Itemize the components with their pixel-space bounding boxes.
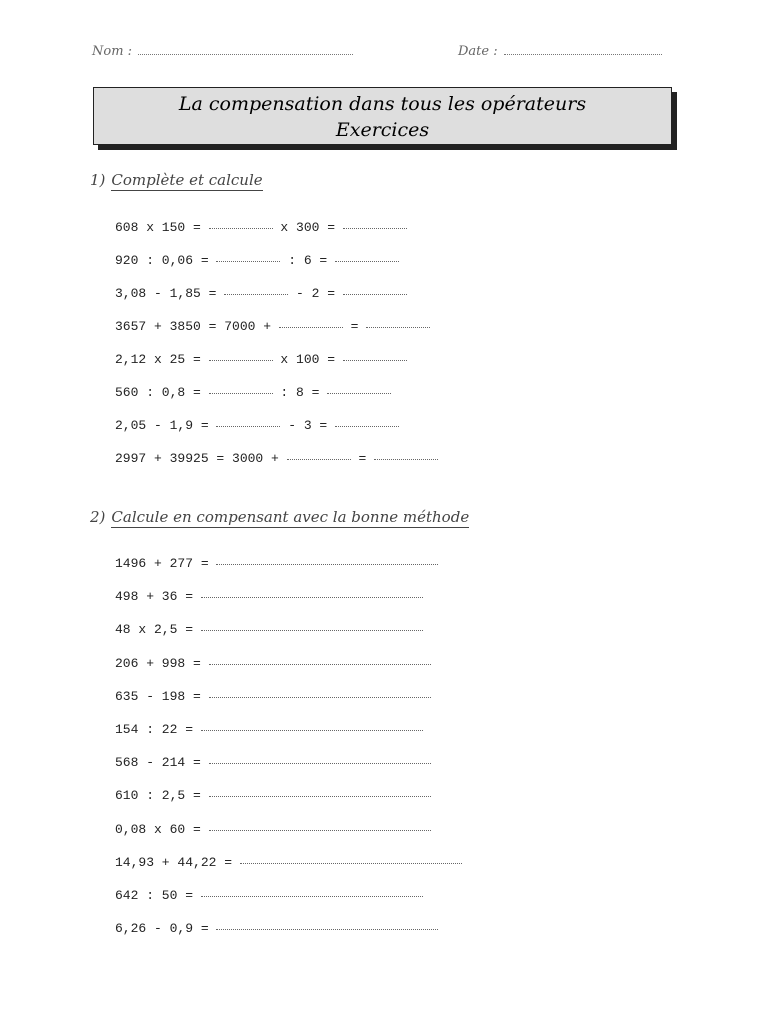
section-2-number: 2) [90, 508, 106, 526]
answer-blank[interactable] [343, 227, 407, 229]
exercise-line [115, 277, 438, 310]
answer-blank[interactable] [209, 359, 273, 361]
exercise-text: : 8 = [272, 385, 328, 400]
answer-blank[interactable] [209, 795, 431, 797]
answer-blank[interactable] [327, 392, 391, 394]
exercise-text: 610 : 2,5 = [115, 788, 209, 804]
exercise-text: x 100 = [272, 352, 343, 367]
answer-blank[interactable] [343, 293, 407, 295]
answer-blank[interactable] [216, 425, 280, 427]
exercise-text: 14,93 + 44,22 = [115, 854, 240, 870]
exercise-line [115, 813, 462, 846]
section-1-number: 1) [90, 171, 106, 189]
exercise-text: 1496 + 277 = [115, 556, 217, 571]
exercise-text: 2997 + 39925 = 3000 + [115, 451, 287, 466]
answer-blank[interactable] [366, 326, 430, 328]
exercise-text: 642 : 50 = [115, 887, 201, 903]
exercise-line [115, 244, 438, 277]
answer-blank[interactable] [201, 629, 423, 631]
answer-blank[interactable] [209, 392, 273, 394]
answer-blank[interactable] [216, 260, 280, 262]
exercise-text: 206 + 998 = [115, 655, 209, 671]
answer-blank[interactable] [216, 928, 438, 930]
worksheet-header [92, 40, 682, 64]
exercise-line [115, 846, 462, 879]
exercise-line [115, 547, 462, 580]
exercise-text: - 2 = [288, 286, 343, 301]
exercise-text: 3657 + 3850 = 7000 + [115, 319, 279, 334]
exercise-text: 6,26 - 0,9 = [115, 921, 217, 937]
exercise-text: 498 + 36 = [115, 589, 201, 605]
answer-blank[interactable] [279, 326, 343, 328]
exercise-line [115, 310, 438, 343]
exercise-line [115, 343, 438, 376]
exercise-text: 920 : 0,06 = [115, 253, 217, 268]
answer-blank[interactable] [201, 596, 423, 598]
exercise-line [115, 680, 462, 713]
exercise-text: 568 - 214 = [115, 755, 209, 771]
title-box [93, 87, 672, 145]
answer-blank[interactable] [209, 829, 431, 831]
exercise-text: = [350, 451, 375, 466]
exercise-text: 2,12 x 25 = [115, 352, 209, 367]
section-1-label: Complète et calcule [111, 171, 263, 189]
exercise-line [115, 409, 438, 442]
answer-blank[interactable] [287, 458, 351, 460]
answer-blank[interactable] [374, 458, 438, 460]
date-blank[interactable] [504, 54, 662, 55]
exercise-text: 560 : 0,8 = [115, 385, 209, 400]
exercise-line [115, 580, 462, 613]
exercise-line [115, 779, 462, 812]
name-label: Nom : [92, 44, 133, 59]
exercise-line [115, 613, 462, 646]
exercise-text: 0,08 x 60 = [115, 821, 209, 837]
answer-blank[interactable] [209, 663, 431, 665]
exercise-text: 635 - 198 = [115, 688, 209, 704]
exercise-text: 3,08 - 1,85 = [115, 286, 225, 301]
exercise-line [115, 746, 462, 779]
answer-blank[interactable] [240, 862, 462, 864]
exercise-line [115, 442, 438, 475]
exercise-line [115, 713, 462, 746]
page-subtitle: Exercices [335, 119, 430, 141]
exercise-line [115, 376, 438, 409]
exercise-line [115, 211, 438, 244]
answer-blank[interactable] [209, 696, 431, 698]
answer-blank[interactable] [209, 227, 273, 229]
exercise-text: = [342, 319, 367, 334]
answer-blank[interactable] [201, 729, 423, 731]
answer-blank[interactable] [201, 895, 423, 897]
name-blank[interactable] [138, 54, 353, 55]
answer-blank[interactable] [335, 260, 399, 262]
exercise-text: : 6 = [280, 253, 336, 268]
name-field[interactable] [92, 44, 353, 59]
answer-blank[interactable] [335, 425, 399, 427]
section-1-heading [90, 171, 263, 189]
section-1-exercise-list [115, 211, 438, 475]
exercise-text: 608 x 150 = [115, 220, 209, 235]
exercise-text: x 300 = [272, 220, 343, 235]
exercise-text: 48 x 2,5 = [115, 622, 201, 638]
exercise-line [115, 912, 462, 945]
date-field[interactable] [458, 44, 662, 59]
answer-blank[interactable] [216, 563, 438, 565]
page-title: La compensation dans tous les opérateurs [178, 93, 587, 115]
section-2-heading [90, 508, 469, 526]
exercise-line [115, 879, 462, 912]
exercise-line [115, 647, 462, 680]
section-2-label: Calcule en compensant avec la bonne méthode [111, 508, 470, 526]
section-2-exercise-list [115, 547, 462, 945]
date-label: Date : [458, 44, 498, 59]
answer-blank[interactable] [224, 293, 288, 295]
exercise-text: 2,05 - 1,9 = [115, 418, 217, 433]
answer-blank[interactable] [209, 762, 431, 764]
exercise-text: - 3 = [280, 418, 336, 433]
answer-blank[interactable] [343, 359, 407, 361]
exercise-text: 154 : 22 = [115, 721, 201, 737]
